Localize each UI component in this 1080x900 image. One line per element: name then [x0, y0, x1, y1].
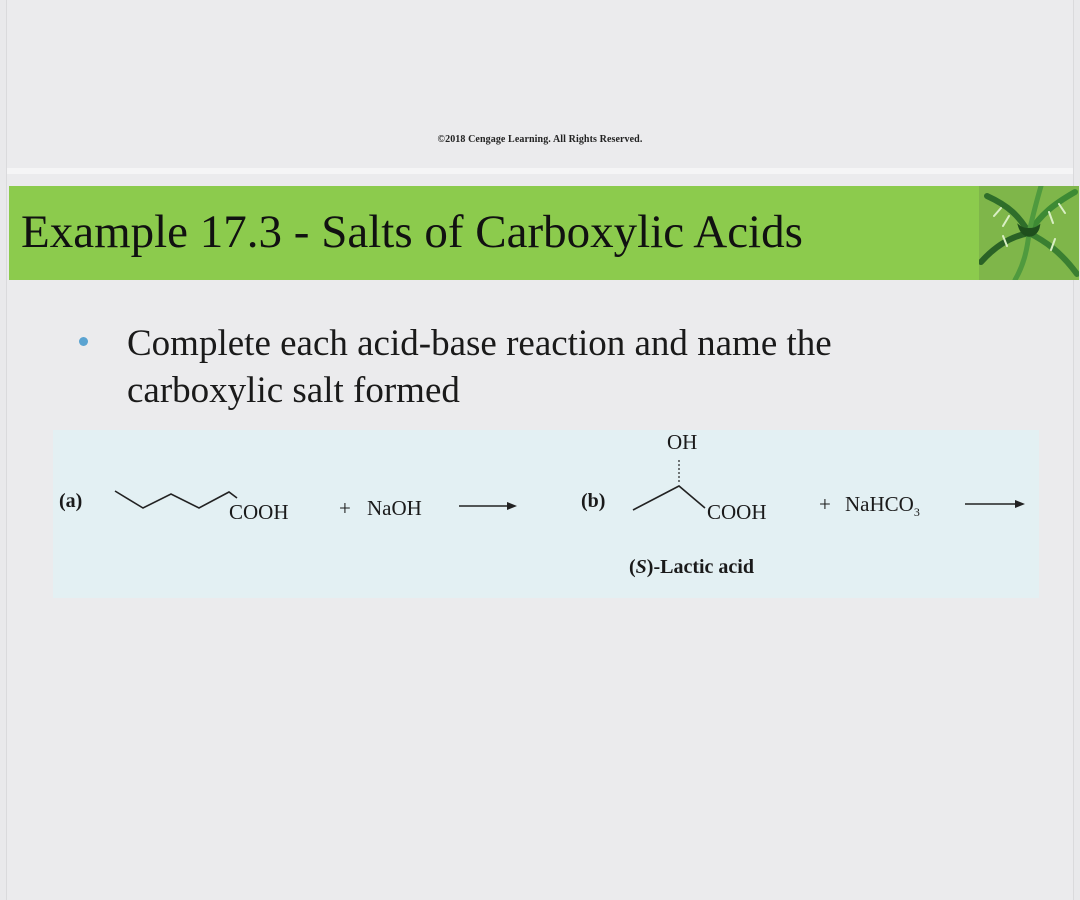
fern-leaf-icon: [979, 186, 1079, 280]
slide-title: Example 17.3 - Salts of Carboxylic Acids: [21, 206, 803, 258]
header-separator: [7, 168, 1073, 174]
reaction-a-plus: +: [339, 496, 351, 520]
butanoic-chain-structure: [113, 486, 243, 516]
reaction-b-reagent: NaHCO$_3$: [845, 492, 920, 520]
bullet-dot-icon: [79, 337, 88, 346]
reaction-b-label: (b): [581, 490, 606, 512]
lactic-acid-name: (S)-Lactic acid: [629, 556, 754, 578]
bullet-item: Complete each acid-base reaction and name the carboxylic salt formed: [127, 323, 832, 411]
reaction-a-label: (a): [59, 490, 83, 512]
reaction-a-reagent: NaOH: [367, 496, 422, 520]
reaction-a-arrow-icon: [457, 498, 517, 514]
reaction-panel: [53, 430, 1039, 598]
reaction-a-cooh: COOH: [229, 500, 289, 524]
reaction-b-arrow-icon: [963, 496, 1027, 512]
reaction-b-plus: +: [819, 492, 831, 516]
title-bar: [9, 186, 1079, 280]
slide: [6, 0, 1074, 900]
copyright-notice: ©2018 Cengage Learning. All Rights Reserved.: [437, 134, 643, 145]
reaction-b-oh: OH: [667, 430, 698, 454]
reaction-b-cooh: COOH: [707, 500, 767, 524]
